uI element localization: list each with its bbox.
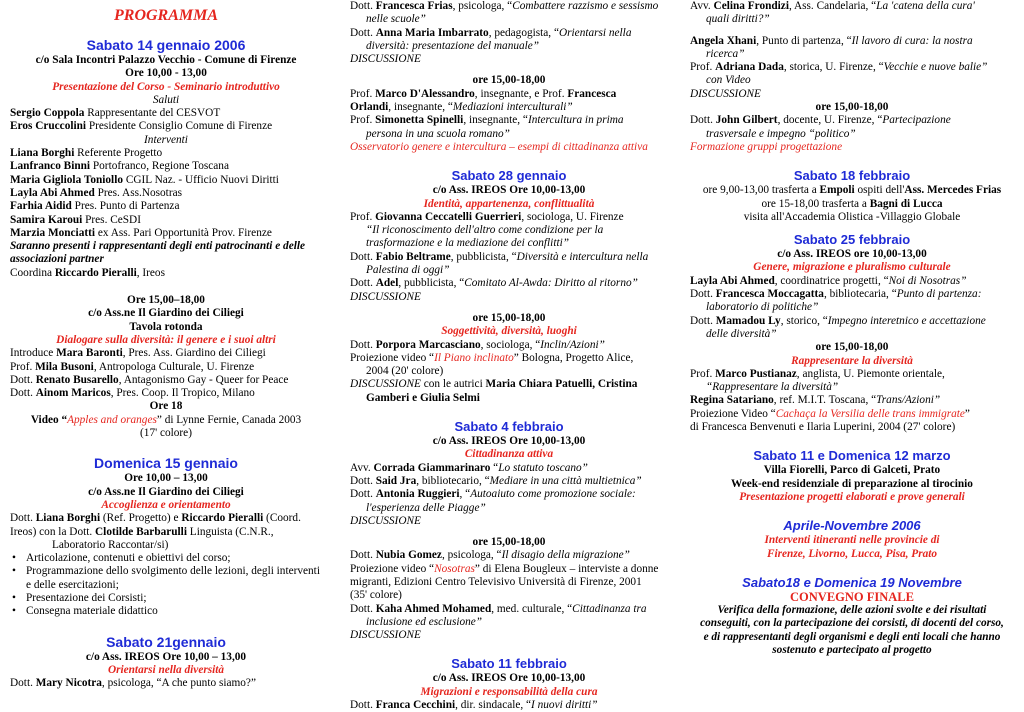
- speaker-line: Angela Xhani, Punto di partenza, “Il lavoro di cura: la nostra: [690, 34, 973, 47]
- session-date: Sabato 4 febbraio: [454, 419, 564, 435]
- speaker-line: Prof. Simonetta Spinelli, insegnante, “Intercultura in prima: [350, 114, 624, 127]
- speaker-line: Layla Abi Ahmed, coordinatrice progetti, “Noi di Nosotras”: [690, 274, 967, 287]
- speaker-line: Dott. Francesca Frias, psicologa, “Combattere razzismo e sessismo: [350, 0, 659, 12]
- session-place: c/o Ass.ne Il Giardino dei Ciliegi: [88, 307, 244, 320]
- list-item: • Presentazione dei Corsisti;: [10, 592, 322, 605]
- speaker-line: Dott. Ainom Maricos, Pres. Coop. Il Tropico, Milano: [10, 387, 255, 400]
- session-time: ore 15,00-18,00: [472, 536, 546, 549]
- session-time: Ore 10,00 – 13,00: [124, 472, 208, 485]
- talk-title: quali diritti?”: [706, 13, 770, 26]
- speaker-line: Ireos) con la Dott. Clotilde Barbarulli Linguista (C.N.R.,: [10, 525, 274, 538]
- talk-title: Palestina di oggi”: [366, 264, 450, 277]
- session-theme: Presentazione progetti elaborati e prove generali: [739, 490, 965, 503]
- speaker-line: Avv. Celina Frondizi, Ass. Candelaria, “La 'catena della cura': [690, 0, 975, 12]
- speaker-line: Regina Satariano, ref. M.I.T. Toscana, “Trans/Azioni”: [690, 394, 941, 407]
- discussion-line: DISCUSSIONE con le autrici Maria Chiara Patuelli, Cristina: [350, 378, 638, 391]
- speaker-line: Dott. Francesca Moccagatta, bibliotecaria, “Punto di partenza:: [690, 288, 982, 301]
- session-place: c/o Ass.ne Il Giardino dei Ciliegi: [88, 485, 244, 498]
- speaker-line: Dott. Liana Borghi (Ref. Progetto) e Riccardo Pieralli (Coord.: [10, 512, 301, 525]
- session-time: ore 15,00-18,00: [815, 101, 889, 114]
- video-detail: di Francesca Benvenuti e Ilaria Luperini, 2004 (27' colore): [690, 421, 956, 434]
- session-date: Sabato 14 gennaio 2006: [86, 37, 246, 53]
- session-note: Formazione gruppi progettazione: [690, 140, 843, 153]
- session-theme: Orientarsi nella diversità: [107, 663, 225, 676]
- session-date: Sabato 11 e Domenica 12 marzo: [753, 448, 951, 464]
- speaker-line: Marzia Monciatti ex Ass. Pari Opportunità Prov. Firenze: [10, 226, 272, 239]
- final-description: Verifica della formazione, delle azioni svolte e dei risultati: [717, 604, 987, 617]
- session-time: Ore 10,00 - 13,00: [125, 67, 207, 80]
- talk-title: l'esperienza delle Piagge”: [366, 501, 486, 514]
- session-place: c/o Ass. IREOS Ore 10,00-13,00: [432, 184, 586, 197]
- partners-note: Saranno presenti i rappresentanti degli enti patrocinanti e delle associazioni partner: [10, 240, 305, 266]
- speaker-line: Samira Karoui Pres. CeSDI: [10, 213, 141, 226]
- section-label: Saluti: [152, 93, 180, 106]
- speaker-line: Dott. John Gilbert, docente, U. Firenze, “Partecipazione: [690, 114, 951, 127]
- speaker-line: Dott. Porpora Marcasciano, sociologa, “Inclin/Azioni”: [350, 338, 605, 351]
- session-note: Osservatorio genere e intercultura – esempi di cittadinanza attiva: [350, 140, 648, 153]
- speaker-line: Dott. Anna Maria Imbarrato, pedagogista, “Orientarsi nella: [350, 26, 632, 39]
- discussion-label: DISCUSSIONE: [350, 53, 421, 66]
- speaker-line: Avv. Corrada Giammarinaro “Lo statuto toscano”: [350, 461, 588, 474]
- speaker-line: Sergio Coppola Rappresentante del CESVOT: [10, 107, 221, 120]
- talk-title: trasformazione e la mediazione dei conflitti”: [366, 237, 570, 250]
- speaker-line: Layla Abi Ahmed Pres. Ass.Nosotras: [10, 186, 182, 199]
- session-place: c/o Sala Incontri Palazzo Vecchio - Comune di Firenze: [35, 54, 297, 66]
- speaker-line: Prof. Giovanna Ceccatelli Guerrieri, sociologa, U. Firenze: [350, 210, 624, 223]
- session-time: ore 15,00-18,00: [815, 341, 889, 354]
- talk-title: diversità: presentazione del manuale”: [366, 39, 540, 52]
- session-theme: Migrazioni e responsabilità della cura: [420, 685, 598, 698]
- program-column-1: [10, 0, 322, 689]
- session-date: Sabato 21gennaio: [106, 633, 226, 650]
- talk-title: persona in una scuola romano”: [366, 127, 510, 140]
- section-label: Interventi: [144, 133, 188, 146]
- session-theme: Cittadinanza attiva: [464, 448, 554, 461]
- speaker-line: Dott. Franca Cecchini, dir. sindacale, “I nuovi diritti”: [350, 699, 598, 712]
- talk-title: laboratorio di politiche”: [706, 301, 819, 314]
- list-item: • Programmazione dello svolgimento delle lezioni, degli interventi e delle esercitazioni;: [10, 565, 322, 592]
- session-time: ore 15,00-18,00: [472, 74, 546, 87]
- session-theme: Presentazione del Corso - Seminario introduttivo: [52, 80, 280, 93]
- session-place: Villa Fiorelli, Parco di Galceti, Prato: [763, 464, 941, 477]
- speaker-line: Dott. Said Jra, bibliotecario, “Mediare in una città multietnica”: [350, 474, 642, 487]
- trip-line: ore 9,00-13,00 trasferta a Empoli ospiti dell'Ass. Mercedes Frias: [702, 184, 1002, 197]
- video-line: Proiezione Video “Cachaça la Versilia delle trans immigrate”: [690, 407, 970, 420]
- speaker-line: Laboratorio Raccontar/si): [52, 538, 169, 551]
- discussion-label: DISCUSSIONE: [350, 629, 421, 642]
- speaker-line: Dott. Adel, pubblicista, “Comitato Al-Awda: Diritto al ritorno”: [350, 277, 638, 290]
- session-time: Ore 18: [149, 400, 183, 413]
- speaker-line: Farhia Aidid Pres. Punto di Partenza: [10, 200, 180, 213]
- final-convention-title: CONVEGNO FINALE: [790, 589, 914, 604]
- session-subtitle: Tavola rotonda: [129, 320, 203, 333]
- session-place: c/o Ass. IREOS Ore 10,00 – 13,00: [85, 650, 247, 663]
- speaker-line: Introduce Mara Baronti, Pres. Ass. Giardino dei Ciliegi: [10, 347, 266, 360]
- talk-title: ricerca”: [706, 47, 745, 60]
- session-date: Domenica 15 gennaio: [94, 455, 238, 472]
- session-subtitle: Week-end residenziale di preparazione al tirocinio: [731, 477, 973, 490]
- session-theme: Interventi itineranti nelle provincie di: [764, 534, 940, 547]
- speaker-line: Gamberi e Giulia Selmi: [366, 391, 480, 404]
- speaker-line: Dott. Mary Nicotra, psicologa, “A che punto siamo?”: [10, 677, 256, 690]
- session-date: Sabato 18 febbraio: [793, 168, 911, 184]
- session-date: Sabato 11 febbraio: [451, 656, 567, 672]
- talk-title: nelle scuole”: [366, 13, 426, 26]
- video-detail: (35' colore): [350, 589, 402, 602]
- speaker-line: Maria Gigliola Toniollo CGIL Naz. - Ufficio Nuovi Diritti: [10, 173, 279, 186]
- speaker-line: Dott. Kaha Ahmed Mohamed, med. culturale, “Cittadinanza tra: [350, 602, 647, 615]
- video-detail: (17' colore): [140, 427, 192, 440]
- speaker-line: Liana Borghi Referente Progetto: [10, 147, 163, 160]
- speaker-line: Dott. Renato Busarello, Antagonismo Gay - Queer for Peace: [10, 373, 289, 386]
- final-description: sostenuto e partecipato al progetto: [772, 643, 932, 656]
- speaker-line: Prof. Adriana Dada, storica, U. Firenze, “Vecchie e nuove balie”: [690, 61, 988, 74]
- talk-title: inclusione ed esclusione”: [366, 615, 483, 628]
- session-theme: Identità, appartenenza, conflittualità: [423, 197, 595, 210]
- speaker-line: Prof. Marco Pustianaz, anglista, U. Piemonte orientale,: [690, 367, 945, 380]
- speaker-line: Prof. Mila Busoni, Antropologa Culturale, U. Firenze: [10, 360, 255, 373]
- program-title: PROGRAMMA: [114, 7, 219, 24]
- speaker-line: Eros Cruccolini Presidente Consiglio Comune di Firenze: [10, 120, 273, 133]
- session-theme: Rappresentare la diversità: [791, 354, 913, 367]
- trip-line: visita all'Accademia Olistica -Villaggio Globale: [743, 210, 961, 223]
- speaker-line: Coordina Riccardo Pieralli, Ireos: [10, 266, 165, 279]
- speaker-line: Dott. Fabio Beltrame, pubblicista, “Diversità e intercultura nella: [350, 250, 649, 263]
- session-date: Sabato18 e Domenica 19 Novembre: [742, 574, 962, 590]
- session-place: c/o Ass. IREOS Ore 10,00-13,00: [432, 435, 586, 448]
- session-place: c/o Ass. IREOS ore 10,00-13,00: [777, 248, 927, 261]
- program-column-2: [350, 0, 668, 712]
- list-item: • Articolazione, contenuti e obiettivi del corso;: [10, 552, 322, 565]
- video-detail: migranti, Edizioni Centro Televisivo Università di Firenze, 2001: [350, 575, 642, 588]
- talk-title: “Il riconoscimento dell'altro come condizione per la: [366, 224, 604, 237]
- list-item: • Consegna materiale didattico: [10, 605, 322, 618]
- session-theme: Accoglienza e orientamento: [101, 498, 231, 511]
- session-place: c/o Ass. IREOS Ore 10,00-13,00: [432, 672, 586, 685]
- discussion-label: DISCUSSIONE: [690, 87, 761, 100]
- video-line: Video “Apples and oranges” di Lynne Fernie, Canada 2003: [30, 413, 302, 426]
- discussion-label: DISCUSSIONE: [350, 290, 421, 303]
- program-column-3: [690, 0, 1014, 689]
- final-description: e di rappresentanti degli organismi e degli enti locali che hanno: [703, 630, 1001, 643]
- session-date: Aprile-Novembre 2006: [783, 518, 921, 534]
- session-theme: Firenze, Livorno, Lucca, Pisa, Prato: [766, 547, 938, 560]
- session-theme: Soggettività, diversità, luoghi: [441, 325, 577, 338]
- speaker-line: Dott. Mamadou Ly, storico, “Impegno interetnico e accettazione: [690, 314, 986, 327]
- discussion-label: DISCUSSIONE: [350, 514, 421, 527]
- session-date: Sabato 28 gennaio: [451, 168, 567, 184]
- video-line: Proiezione video “Nosotras” di Elena Bougleux – interviste a donne: [350, 562, 659, 575]
- talk-title: delle diversità”: [706, 327, 777, 340]
- session-time: ore 15,00-18,00: [472, 311, 546, 324]
- speaker-line: Lanfranco Binni Portofranco, Regione Toscana: [10, 160, 229, 173]
- speaker-line: Prof. Marco D'Alessandro, insegnante, e Prof. Francesca: [350, 87, 617, 100]
- talk-title: “Rappresentare la diversità”: [706, 381, 839, 394]
- speaker-line: Dott. Nubia Gomez, psicologa, “Il disagio della migrazione”: [350, 549, 630, 562]
- trip-line: ore 15-18,00 trasferta a Bagni di Lucca: [761, 197, 943, 210]
- video-line: Proiezione video “Il Piano inclinato” Bologna, Progetto Alice,: [350, 351, 634, 364]
- speaker-line: Orlandi, insegnante, “Mediazioni interculturali”: [350, 101, 573, 114]
- video-detail: 2004 (20' colore): [366, 365, 444, 378]
- final-description: conseguiti, con la partecipazione dei corsisti, di docenti del corso,: [700, 617, 1004, 630]
- session-theme: Dialogare sulla diversità: il genere e i suoi altri: [56, 333, 276, 346]
- session-date: Sabato 25 febbraio: [793, 232, 911, 248]
- talk-title: con Video: [706, 74, 751, 87]
- speaker-line: Dott. Antonia Ruggieri, “Autoaiuto come promozione sociale:: [350, 488, 636, 501]
- session-theme: Genere, migrazione e pluralismo culturale: [753, 261, 951, 274]
- talk-title: trasversale e impegno “politico”: [706, 127, 856, 140]
- session-time: Ore 15,00–18,00: [127, 294, 205, 307]
